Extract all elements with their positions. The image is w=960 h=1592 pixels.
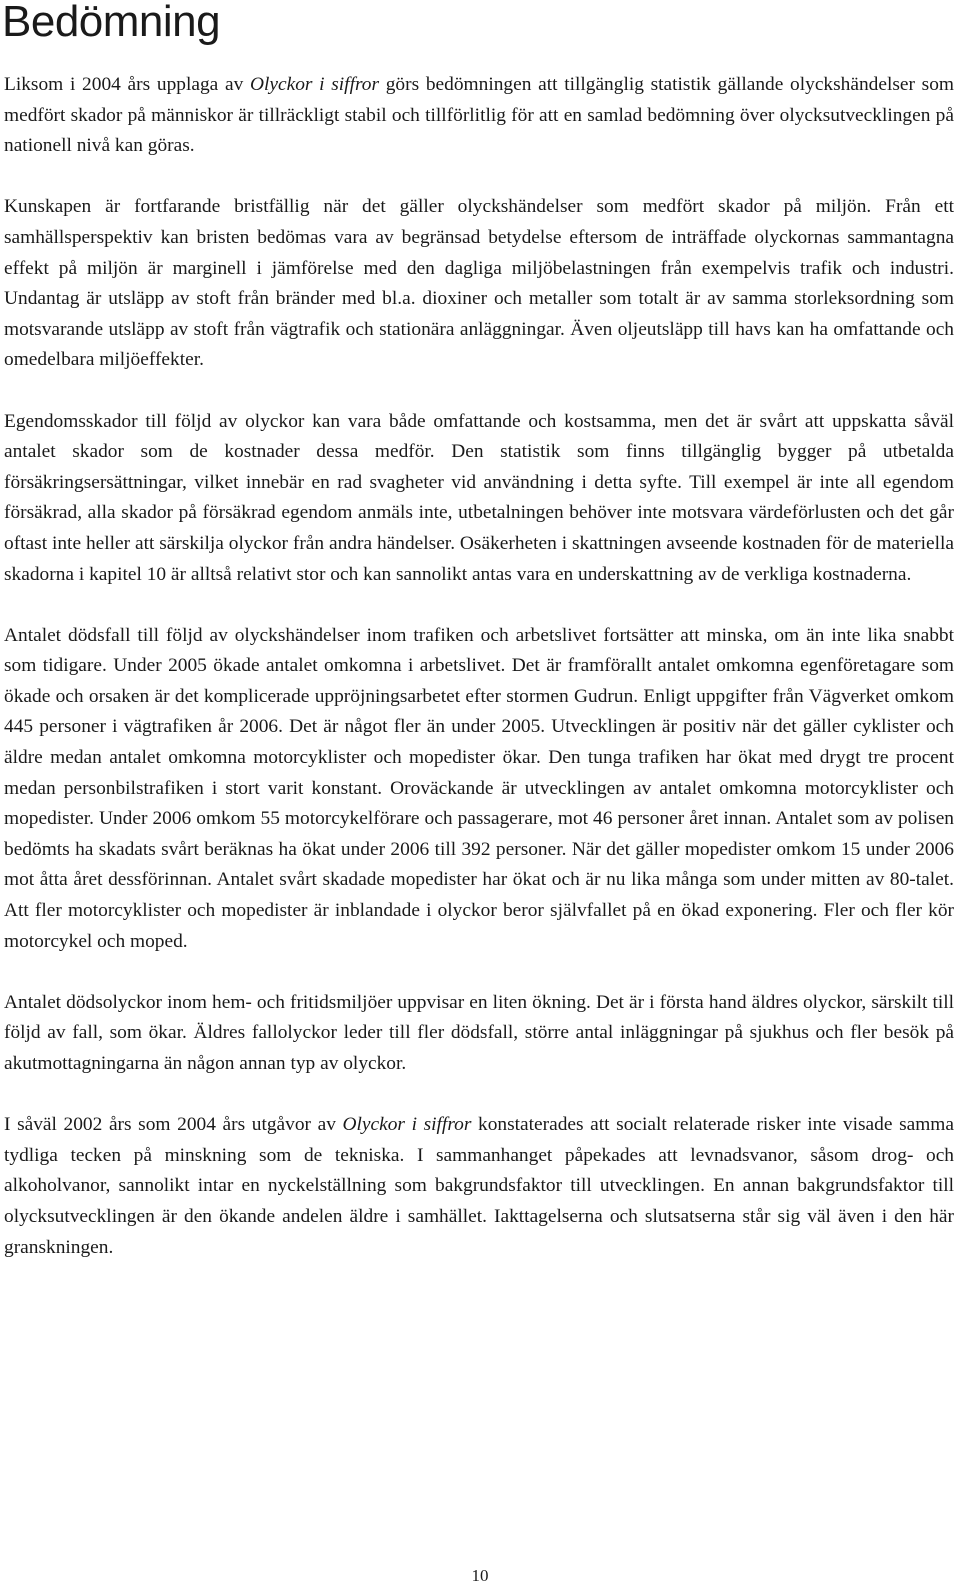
paragraph-3-text: Egendomsskador till följd av olyckor kan vara både omfattande och kostsamma, men det är svårt att uppskatta såväl antalet skador som de kostnader dessa medför. Den statistik som finns tillgänglig bygger på utbetalda försäkringsersättningar, vilket innebär en rad svagheter vid användning i detta syfte. Till exempel är inte all egendom försäkrad, alla skador på försäkrad egendom anmäls inte, utbetalningen behöver inte motsvara värdeförlusten och det går oftast inte heller att särskilja olyckor från andra händelser. Osäkerheten i skattningen avseende kostnaden för de materiella skadorna i kapitel 10 är alltså relativt stor och kan sannolikt antas vara en underskattning av de verkliga kostnaderna. <box>4 410 954 585</box>
paragraph-5 <box>4 988 954 1080</box>
paragraph-6-text: I såväl 2002 års som 2004 års utgåvor av <box>4 1114 343 1136</box>
paragraph-1-text-cont: görs bedömningen att tillgänglig statistik gällande olyckshändelser som medfört skador på människor är tillräckligt stabil och tillförlitlig för att en samlad bedömning över olycksutvecklingen på nationell nivå kan göras. <box>4 74 955 157</box>
page-number: 10 <box>471 1566 489 1585</box>
paragraph-2-text: Kunskapen är fortfarande bristfällig när det gäller olyckshändelser som medfört skador på miljön. Från ett samhällsperspektiv kan bristen bedömas vara av begränsad betydelse eftersom de inträffade olyckornas sammantagna effekt på miljön är marginell i jämförelse med den dagliga miljöbelastningen från exempelvis trafik och industri. Undantag är utsläpp av stoft från bränder med bl.a. dioxiner och metaller som totalt är av samma storleksordning som motsvarande utsläpp av stoft från vägtrafik och stationära anläggningar. Även oljeutsläpp till havs kan ha omfattande och omedelbara miljöeffekter. <box>4 196 954 371</box>
page-title: Bedömning <box>2 0 221 46</box>
paragraph-1 <box>4 70 954 162</box>
paragraph-3 <box>4 407 954 591</box>
body-text <box>4 70 954 1294</box>
publication-title: Olyckor i siffror <box>342 1114 472 1136</box>
paragraph-2 <box>4 192 954 376</box>
paragraph-5-text: Antalet dödsolyckor inom hem- och fritidsmiljöer uppvisar en liten ökning. Det är i första hand äldres olyckor, särskilt till följd av fall, som ökar. Äldres fallolyckor leder till fler dödsfall, större antal inläggningar på sjukhus och fler besök på akutmottagningarna än någon annan typ av olyckor. <box>4 991 954 1074</box>
paragraph-6 <box>4 1110 954 1263</box>
paragraph-4 <box>4 621 954 958</box>
publication-title: Olyckor i siffror <box>249 74 380 95</box>
paragraph-6-text-cont: konstaterades att socialt relaterade risker inte visade samma tydliga tecken på minskning som de tekniska. I sammanhanget påpekades att levnadsvanor, såsom drog- och alkoholvanor, sannolikt intar en nyckelställning som bakgrundsfaktor till utvecklingen. En annan bakgrundsfaktor till olycksutvecklingen är den ökande andelen äldre i samhället. Iakttagelserna och slutsatserna står sig väl även i den här granskningen. <box>4 1114 954 1258</box>
paragraph-4-text: Antalet dödsfall till följd av olyckshändelser inom trafiken och arbetslivet fortsätter att minska, om än inte lika snabbt som tidigare. Under 2005 ökade antalet omkomna i arbetslivet. Det är framförallt antalet omkomna egenföretagare som ökade och orsaken är det komplicerade uppröjningsarbetet efter stormen Gudrun. Enligt uppgifter från Vägverket omkom 445 personer i vägtrafiken år 2006. Det är något fler än under 2005. Utvecklingen är positiv när det gäller cyklister och äldre medan antalet omkomna motorcyklister och mopedister ökar. Den tunga trafiken har ökat med drygt tre procent medan personbilstrafiken i stort varit konstant. Oroväckande är utvecklingen av antalet omkomna motorcyklister och mopedister. Under 2006 omkom 55 motorcykelförare och passagerare, mot 46 personer året innan. Antalet som av polisen bedömts ha skadats svårt beräknas ha ökat under 2006 till 392 personer. När det gäller mopedister omkom 15 under 2006 mot åtta året dessförinnan. Antalet svårt skadade mopedister har ökat och är nu lika många som under mitten av 80-talet. Att fler motorcyklister och mopedister är inblandade i olyckor beror självfallet på en ökad exponering. Fler och fler kör motorcykel och moped. <box>4 624 954 952</box>
paragraph-1-text: Liksom i 2004 års upplaga av <box>4 74 250 95</box>
